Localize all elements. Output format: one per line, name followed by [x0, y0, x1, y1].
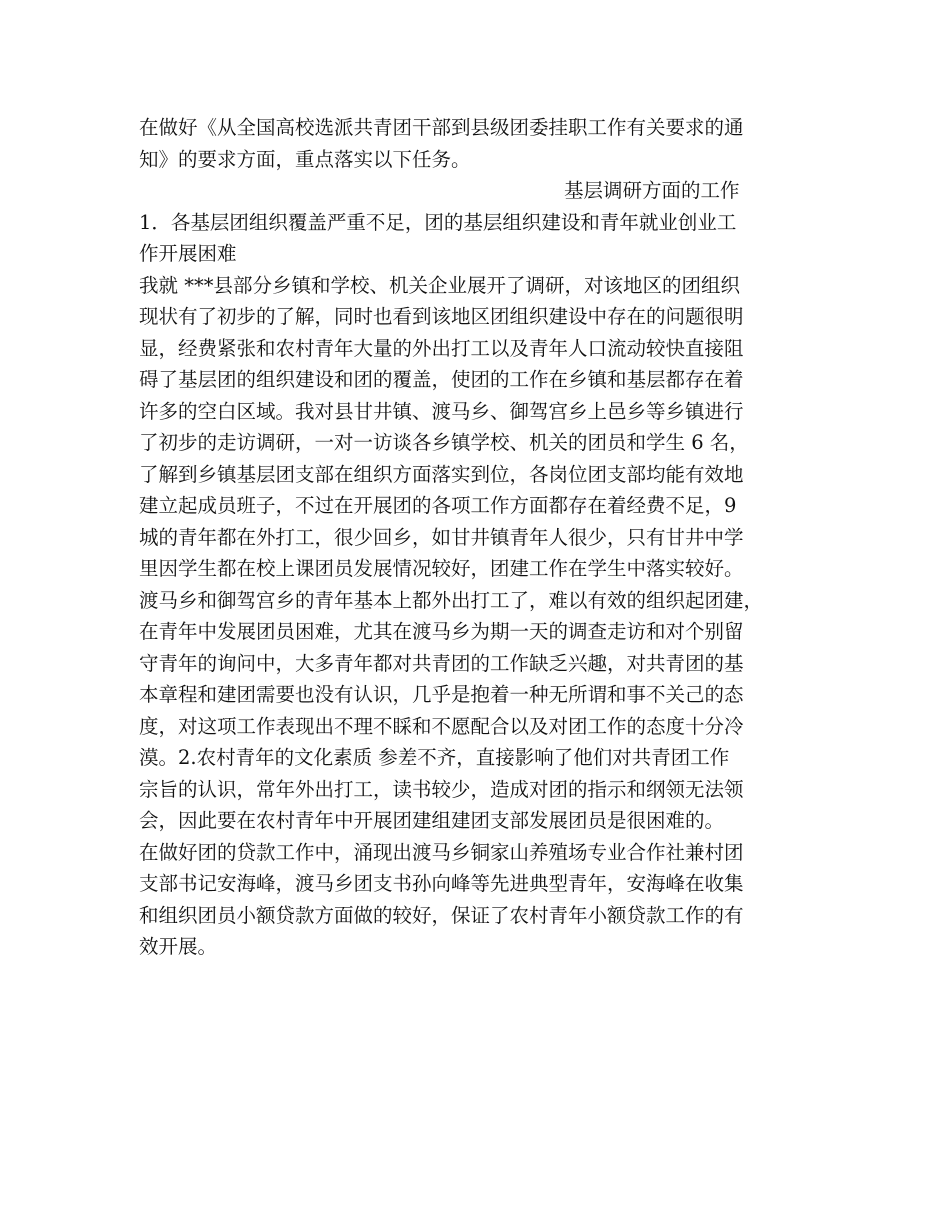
paragraph-line: 了初步的走访调研，一对一访谈各乡镇学校、机关的团员和学生 6 名， [139, 431, 749, 454]
paragraph-line: 城的青年都在外打工，很少回乡，如甘井镇青年人很少，只有甘井中学 [139, 525, 744, 549]
paragraph-line: 在做好《从全国高校选派共青团干部到县级团委挂职工作有关要求的通 [139, 116, 744, 139]
paragraph-line: 知》的要求方面，重点落实以下任务。 [139, 147, 471, 171]
document-body [139, 112, 829, 963]
paragraph-line: 渡马乡和御驾宫乡的青年基本上都外出打工了，难以有效的组织起团建， [139, 588, 764, 612]
paragraph-line: 漠。2.农村青年的文化素质 参差不齐，直接影响了他们对共青团工作 [139, 746, 730, 769]
paragraph-line: 作开展困难 [139, 242, 237, 265]
paragraph-line: 许多的空白区域。我对县甘井镇、渡马乡、御驾宫乡上邑乡等乡镇进行 [139, 399, 744, 423]
paragraph-line: 和组织团员小额贷款方面做的较好，保证了农村青年小额贷款工作的有 [139, 903, 744, 927]
paragraph-line: 里因学生都在校上课团员发展情况较好，团建工作在学生中落实较好。 [139, 557, 744, 580]
paragraph-line: 效开展。 [139, 935, 218, 958]
paragraph-line: 碍了基层团的组织建设和团的覆盖，使团的工作在乡镇和基层都存在着 [139, 368, 744, 391]
paragraph-line: 1．各基层团组织覆盖严重不足，团的基层组织建设和青年就业创业工 [139, 210, 737, 234]
paragraph-line: 本章程和建团需要也没有认识，几乎是抱着一种无所谓和事不关己的态 [139, 683, 744, 706]
paragraph-line: 会，因此要在农村青年中开展团建组建团支部发展团员是很困难的。 [139, 809, 725, 832]
paragraph-line: 了解到乡镇基层团支部在组织方面落实到位，各岗位团支部均能有效地 [139, 462, 744, 486]
paragraph-line: 宗旨的认识，常年外出打工，读书较少，造成对团的指示和纲领无法领 [139, 777, 744, 801]
section-heading: 基层调研方面的工作 [564, 179, 740, 202]
paragraph-line: 在做好团的贷款工作中，涌现出渡马乡铜家山养殖场专业合作社兼村团 [139, 840, 744, 864]
paragraph-line: 度，对这项工作表现出不理不睬和不愿配合以及对团工作的态度十分冷 [139, 714, 744, 738]
paragraph-line: 现状有了初步的了解，同时也看到该地区团组织建设中存在的问题很明 [139, 305, 744, 328]
paragraph-line: 我就 ***县部分乡镇和学校、机关企业展开了调研，对该地区的团组织 [139, 273, 740, 297]
paragraph-line: 支部书记安海峰，渡马乡团支书孙向峰等先进典型青年，安海峰在收集 [139, 872, 744, 895]
paragraph-line: 在青年中发展团员困难，尤其在渡马乡为期一天的调查走访和对个别留 [139, 620, 744, 643]
paragraph-line: 建立起成员班子，不过在开展团的各项工作方面都存在着经费不足，9 [139, 494, 737, 517]
paragraph-line: 守青年的询问中，大多青年都对共青团的工作缺乏兴趣，对共青团的基 [139, 651, 744, 675]
paragraph-line: 显，经费紧张和农村青年大量的外出打工以及青年人口流动较快直接阻 [139, 336, 744, 360]
